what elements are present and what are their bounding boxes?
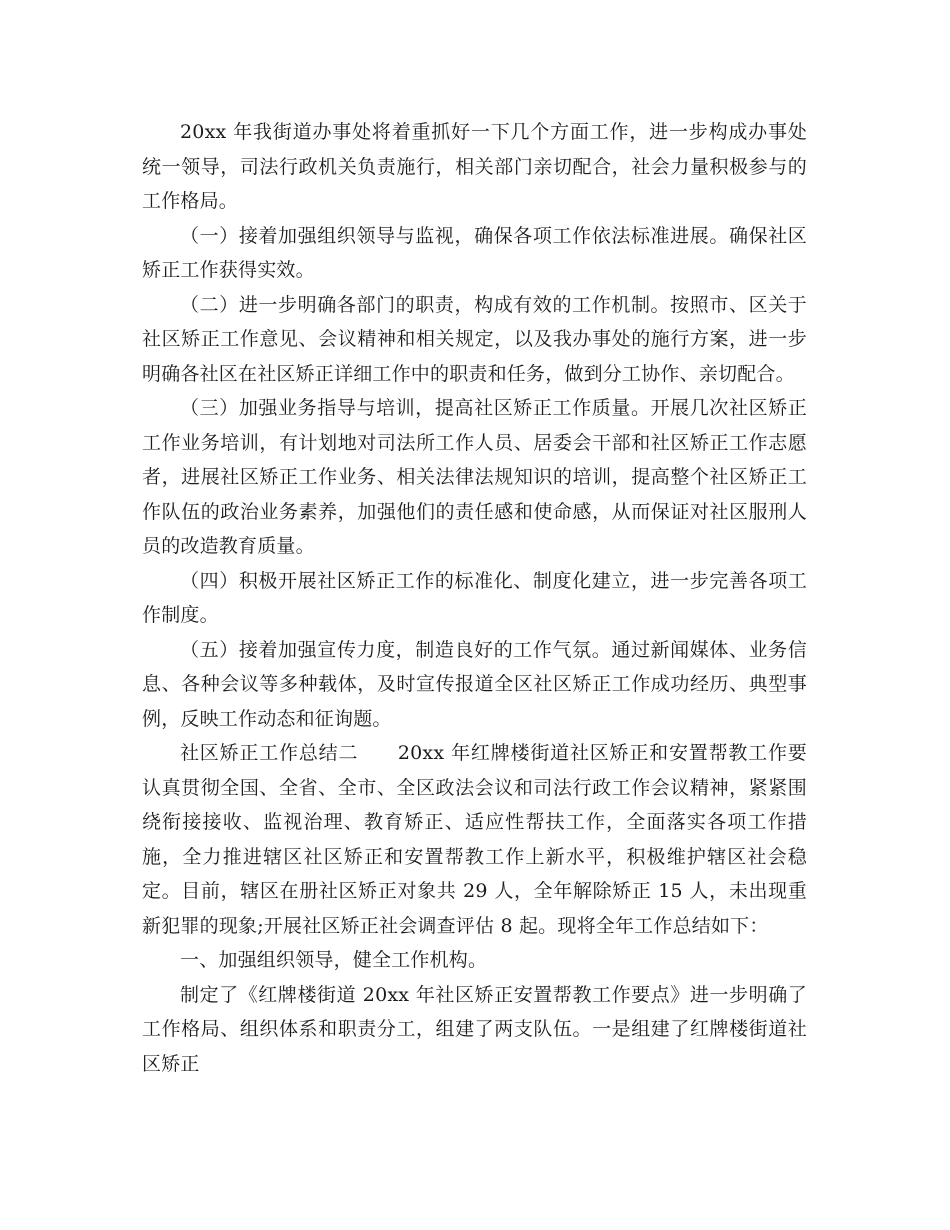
section-heading-1: 一、加强组织领导，健全工作机构。: [180, 949, 488, 971]
paragraph-item-4: （四）积极开展社区矫正工作的标准化、制度化建立，进一步完善各项工作制度。: [142, 569, 807, 626]
document-body: [142, 115, 807, 1081]
paragraph-summary-two: 社区矫正工作总结二 20xx 年红牌楼街道社区矫正和安置帮教工作要认真贯彻全国、全省、全市、全区政法会议和司法行政工作会议精神，紧紧围绕衔接接收、监视治理、教育矫正、适应性帮扶工作，全面落实各项工作措施，全力推进辖区社区矫正和安置帮教工作上新水平，积极维护辖区社会稳定。目前，辖区在册社区矫正对象共 29 人，全年解除矫正 15 人，未出现重新犯罪的现象;开展社区矫正社会调查评估 8 起。现将全年工作总结如下：: [142, 742, 807, 937]
paragraph-item-3: （三）加强业务指导与培训，提高社区矫正工作质量。开展几次社区矫正工作业务培训，有计划地对司法所工作人员、居委会干部和社区矫正工作志愿者，进展社区矫正工作业务、相关法律法规知识的培训，提高整个社区矫正工作队伍的政治业务素养，加强他们的责任感和使命感，从而保证对社区服刑人员的改造教育质量。: [142, 397, 807, 557]
paragraph-item-2: （二）进一步明确各部门的职责，构成有效的工作机制。按照市、区关于社区矫正工作意见、会议精神和相关规定，以及我办事处的施行方案，进一步明确各社区在社区矫正详细工作中的职责和任务，做到分工协作、亲切配合。: [142, 293, 807, 385]
paragraph-section-1: 制定了《红牌楼街道 20xx 年社区矫正安置帮教工作要点》进一步明确了工作格局、组织体系和职责分工，组建了两支队伍。一是组建了红牌楼街道社区矫正: [142, 983, 807, 1075]
paragraph-intro: 20xx 年我街道办事处将着重抓好一下几个方面工作，进一步构成办事处统一领导，司法行政机关负责施行，相关部门亲切配合，社会力量积极参与的工作格局。: [142, 121, 807, 212]
paragraph-item-1: （一）接着加强组织领导与监视，确保各项工作依法标准进展。确保社区矫正工作获得实效。: [142, 224, 807, 281]
paragraph-item-5: （五）接着加强宣传力度，制造良好的工作气氛。通过新闻媒体、业务信息、各种会议等多种载体，及时宣传报道全区社区矫正工作成功经历、典型事例，反映工作动态和征询题。: [142, 638, 807, 730]
